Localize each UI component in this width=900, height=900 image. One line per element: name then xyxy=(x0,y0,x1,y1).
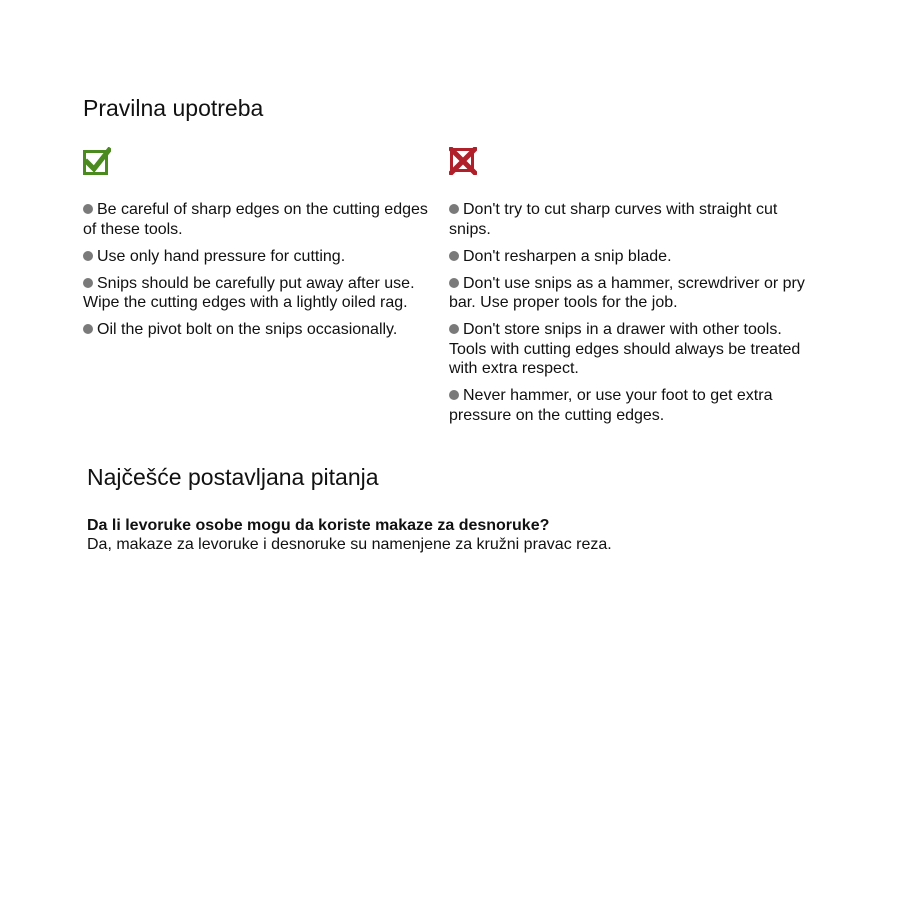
faq-list xyxy=(87,516,847,554)
bullet-icon xyxy=(83,278,93,288)
red-cross-icon xyxy=(449,147,477,175)
dont-list xyxy=(449,200,819,425)
dont-list-item: Don't try to cut sharp curves with straight cut snips. xyxy=(449,201,778,238)
do-list-item: Snips should be carefully put away after use. Wipe the cutting edges with a lightly oiled rag. xyxy=(83,274,415,311)
dont-list-item: Don't resharpen a snip blade. xyxy=(449,247,819,267)
do-list-item: Be careful of sharp edges on the cutting edges of these tools. xyxy=(83,201,428,238)
do-list xyxy=(83,200,435,340)
bullet-icon xyxy=(83,251,93,261)
dont-list-item: Never hammer, or use your foot to get extra pressure on the cutting edges. xyxy=(449,387,773,424)
dont-list-item: Don't store snips in a drawer with other tools. Tools with cutting edges should always be treated with extra respect. xyxy=(449,321,801,377)
bullet-icon xyxy=(449,390,459,400)
dont-list-item: Don't use snips as a hammer, screwdriver or pry bar. Use proper tools for the job. xyxy=(449,274,805,311)
bullet-icon xyxy=(449,251,459,261)
faq-item xyxy=(87,516,847,554)
bullet-icon xyxy=(449,278,459,288)
bullet-icon xyxy=(449,204,459,214)
bullet-icon xyxy=(449,324,459,334)
green-checkmark-icon xyxy=(83,147,111,175)
faq-answer: Da, makaze za levoruke i desnoruke su namenjene za kružni pravac reza. xyxy=(87,536,612,553)
bullet-icon xyxy=(83,324,93,334)
usage-section-title: Pravilna upotreba xyxy=(83,95,264,121)
bullet-icon xyxy=(83,204,93,214)
do-list-item: Oil the pivot bolt on the snips occasionally. xyxy=(83,320,435,340)
faq-question: Da li levoruke osobe mogu da koriste makaze za desnoruke? xyxy=(87,517,550,534)
dont-column xyxy=(449,147,819,433)
faq-section-title: Najčešće postavljana pitanja xyxy=(87,464,379,490)
do-list-item: Use only hand pressure for cutting. xyxy=(83,247,435,267)
do-column xyxy=(83,147,435,347)
